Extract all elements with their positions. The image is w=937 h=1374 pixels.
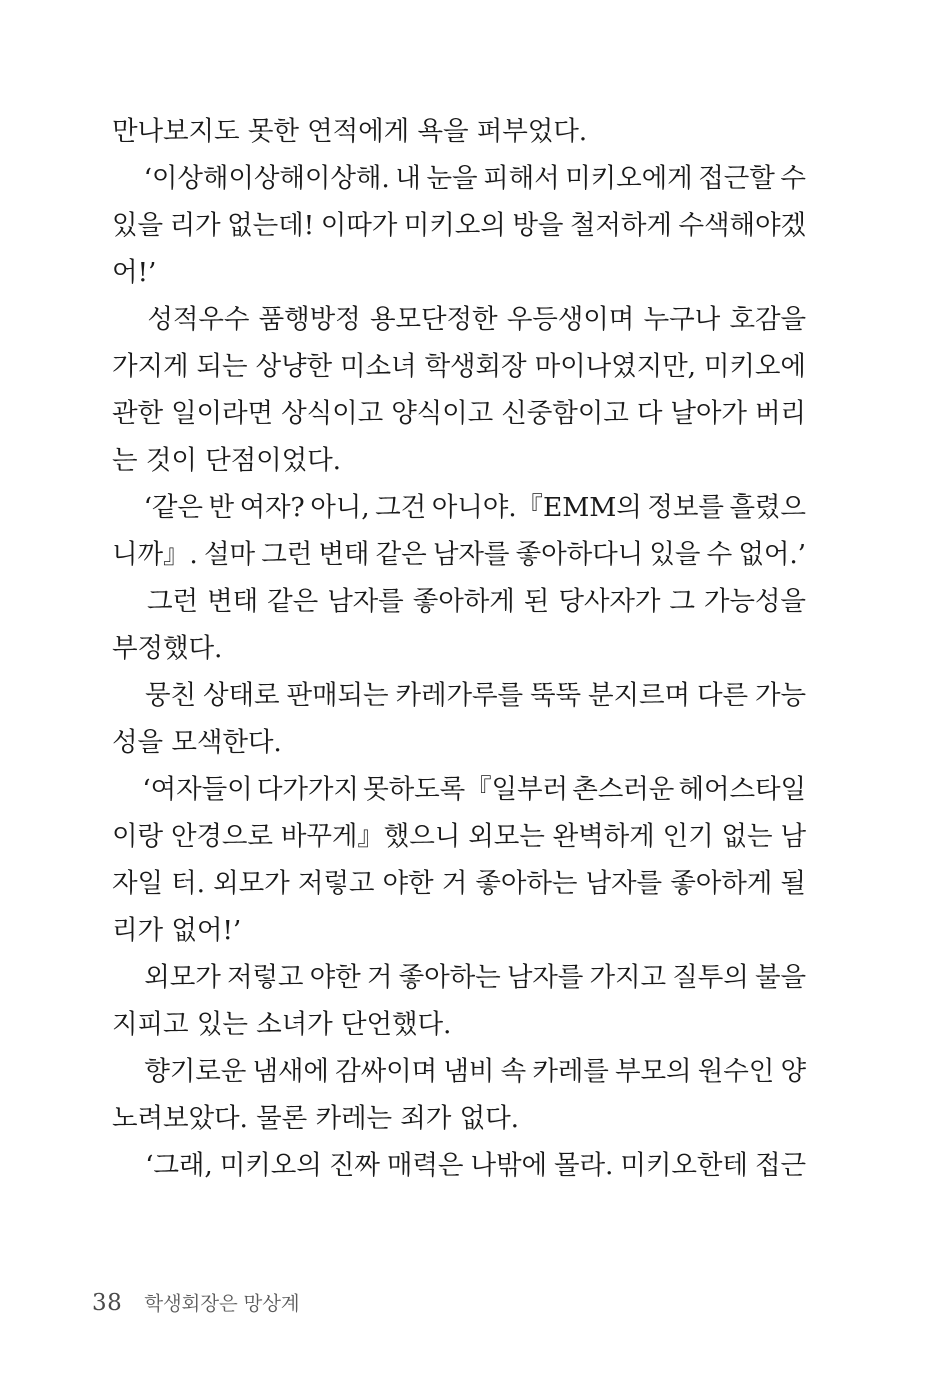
text-run: 남자를: [327, 586, 404, 617]
text-run: 우등생이며: [506, 304, 635, 335]
text-run: 만나보지도 못한 연적에게 욕을 퍼부었다.: [112, 116, 588, 147]
text-run: 다가가지: [256, 774, 359, 805]
text-run: 접근할: [698, 163, 775, 194]
text-line: [112, 907, 806, 954]
text-run: 지피고 있는 소녀가 단언했다.: [112, 1009, 452, 1040]
text-run: 눈을: [426, 163, 478, 194]
text-run: 야한: [309, 962, 361, 993]
text-run: 거: [366, 962, 393, 993]
text-run: 아니,: [310, 492, 370, 523]
text-run: 이따가: [320, 210, 398, 241]
text-run: 노려보았다. 물론 카레는 죄가 없다.: [112, 1103, 519, 1134]
text-line: [112, 1001, 806, 1048]
text-run: 남: [780, 821, 806, 852]
text-run: 안경으로: [170, 821, 273, 852]
text-run: 나밖에: [470, 1150, 547, 1181]
text-run: 설마: [203, 539, 255, 570]
text-run: 방을: [512, 210, 564, 241]
text-run: 남자를: [585, 868, 663, 899]
text-run: 용모단정한: [369, 304, 498, 335]
text-run: 좋아하게: [412, 586, 515, 617]
text-run: 야한: [382, 868, 434, 899]
text-run: 향기로운: [144, 1056, 247, 1087]
text-line: [112, 766, 806, 813]
text-run: 진짜: [328, 1150, 380, 1181]
text-line: [112, 437, 806, 484]
text-run: 흘렸으: [729, 492, 806, 523]
text-run: 그: [669, 586, 695, 617]
text-run: 다: [636, 398, 663, 429]
text-run: 좋아하다니: [515, 539, 644, 570]
text-run: 날아가: [670, 398, 747, 429]
text-run: 된: [523, 586, 550, 617]
text-run: 여자?: [239, 492, 305, 523]
text-run: 완벽하게: [552, 821, 655, 852]
text-run: 정보를: [647, 492, 724, 523]
text-run: 는 것이 단점이었다.: [112, 445, 341, 476]
text-line: [112, 625, 806, 672]
text-run: 일이라면: [171, 398, 274, 429]
text-run: 신중함이고: [501, 398, 629, 429]
text-run: 관한: [112, 398, 163, 429]
paragraph-indent: [112, 484, 138, 531]
text-run: 좋아하는: [398, 962, 501, 993]
text-run: 헤어스타일: [678, 774, 806, 805]
paragraph-indent: [112, 1142, 138, 1189]
text-run: 못하도록『일부러: [363, 774, 568, 805]
text-run: 누구나: [643, 304, 721, 335]
text-run: 외모가: [144, 962, 221, 993]
text-run: 접근: [754, 1150, 806, 1181]
text-run: 상태로: [203, 680, 280, 711]
text-run: 마이나였지만,: [534, 351, 696, 382]
running-head: 학생회장은 망상계: [144, 1292, 300, 1315]
text-run: 자일: [112, 868, 163, 899]
text-run: 같은: [267, 586, 319, 617]
text-run: 될: [780, 868, 806, 899]
text-line: [112, 578, 806, 625]
text-run: 미소녀: [340, 351, 417, 382]
text-run: 속: [500, 1056, 527, 1087]
text-run: 미키오에: [703, 351, 806, 382]
text-run: 거: [441, 868, 468, 899]
text-run: 있을: [112, 210, 163, 241]
text-run: 어!’: [112, 257, 157, 288]
text-run: 다른: [697, 680, 748, 711]
text-run: 좋아하는: [475, 868, 578, 899]
text-run: 아니야.『EMM의: [431, 492, 642, 523]
text-line: [112, 954, 806, 1001]
text-run: ‘그래,: [145, 1150, 213, 1181]
text-line: [112, 860, 806, 907]
text-run: 같은: [375, 539, 427, 570]
text-run: 저렇고: [297, 868, 375, 899]
text-line: [112, 531, 806, 578]
text-run: 버리: [754, 398, 806, 429]
text-run: 촌스러운: [572, 774, 675, 805]
text-run: 철저하게: [569, 210, 672, 241]
text-run: 없는데!: [227, 210, 315, 241]
text-line: [112, 155, 806, 202]
text-run: 피해서: [483, 163, 560, 194]
text-run: 남자를: [506, 962, 584, 993]
text-run: 변태: [318, 539, 370, 570]
text-line: [112, 343, 806, 390]
text-run: 미키오의: [219, 1150, 322, 1181]
text-run: 뭉친: [145, 680, 196, 711]
text-run: 호감을: [729, 304, 806, 335]
text-run: 가지고: [589, 962, 667, 993]
text-run: 수색해야겠: [678, 210, 806, 241]
text-run: 있을: [649, 539, 701, 570]
text-line: [112, 296, 806, 343]
text-run: 리가: [169, 210, 221, 241]
page-footer: [92, 1288, 299, 1316]
text-run: ‘이상해이상해이상해.: [143, 163, 390, 194]
text-run: 당사자가: [558, 586, 661, 617]
text-run: ‘여자들이: [142, 774, 253, 805]
text-line: [112, 1142, 806, 1189]
text-run: 상냥한: [255, 351, 333, 382]
text-line: [112, 108, 806, 155]
text-run: 성적우수: [147, 304, 250, 335]
text-line: [112, 390, 806, 437]
paragraph-indent: [112, 766, 138, 813]
text-run: 바꾸게』했으니: [280, 821, 461, 852]
text-run: 카레를: [532, 1056, 609, 1087]
text-run: 몰라.: [554, 1150, 614, 1181]
text-run: 매력은: [386, 1150, 464, 1181]
page-body-text: [112, 108, 806, 1189]
text-run: 냄새에: [252, 1056, 329, 1087]
text-run: 리가 없어!’: [112, 915, 242, 946]
text-run: 감싸이며: [335, 1056, 438, 1087]
text-run: 분지르며: [588, 680, 690, 711]
text-run: 질투의: [672, 962, 749, 993]
text-run: 미키오의: [403, 210, 506, 241]
text-run: 없는: [721, 821, 773, 852]
text-run: 미키오한테: [620, 1150, 748, 1181]
text-line: [112, 1048, 806, 1095]
page-number: 38: [92, 1290, 123, 1316]
text-run: 이랑: [112, 821, 163, 852]
text-run: 냄비: [443, 1056, 495, 1087]
text-run: 성을 모색한다.: [112, 727, 282, 758]
text-line: [112, 202, 806, 249]
text-run: 부정했다.: [112, 633, 223, 664]
text-run: 가지게: [112, 351, 189, 382]
text-run: 그런: [147, 586, 199, 617]
text-run: 되는: [196, 351, 248, 382]
text-line: [112, 719, 806, 766]
text-run: 판매되는: [286, 680, 389, 711]
text-run: 원수인: [697, 1056, 775, 1087]
text-run: 내: [395, 163, 421, 194]
text-line: [112, 249, 806, 296]
paragraph-indent: [112, 155, 138, 202]
text-run: 변태: [207, 586, 259, 617]
text-run: 없어.’: [738, 539, 806, 570]
text-run: 외모가: [213, 868, 290, 899]
text-line: [112, 672, 806, 719]
text-run: 가능성을: [703, 586, 806, 617]
text-line: [112, 813, 806, 860]
paragraph-indent: [112, 296, 138, 343]
text-run: 반: [208, 492, 234, 523]
text-run: 뚝뚝: [530, 680, 581, 711]
text-run: 인기: [662, 821, 714, 852]
text-run: 남자를: [432, 539, 510, 570]
text-run: 상식이고: [281, 398, 384, 429]
text-run: 그런: [261, 539, 313, 570]
paragraph-indent: [112, 954, 138, 1001]
text-run: 양식이고: [391, 398, 494, 429]
text-run: 터.: [171, 868, 205, 899]
text-run: 수: [780, 163, 806, 194]
text-run: 학생회장: [424, 351, 527, 382]
text-run: 불을: [754, 962, 806, 993]
paragraph-indent: [112, 1048, 138, 1095]
text-line: [112, 1095, 806, 1142]
text-run: 그건: [375, 492, 427, 523]
text-run: 외모는: [468, 821, 545, 852]
text-run: 카레가루를: [395, 680, 523, 711]
text-run: 수: [706, 539, 733, 570]
text-run: 니까』.: [112, 539, 198, 570]
text-run: 저렇고: [226, 962, 304, 993]
text-run: ‘같은: [143, 492, 203, 523]
text-run: 미키오에게: [565, 163, 693, 194]
text-run: 부모의: [615, 1056, 692, 1087]
text-run: 가능: [755, 680, 806, 711]
text-line: [112, 484, 806, 531]
paragraph-indent: [112, 578, 138, 625]
text-run: 좋아하게: [670, 868, 773, 899]
text-run: 양: [780, 1056, 806, 1087]
paragraph-indent: [112, 672, 138, 719]
text-run: 품행방정: [258, 304, 361, 335]
